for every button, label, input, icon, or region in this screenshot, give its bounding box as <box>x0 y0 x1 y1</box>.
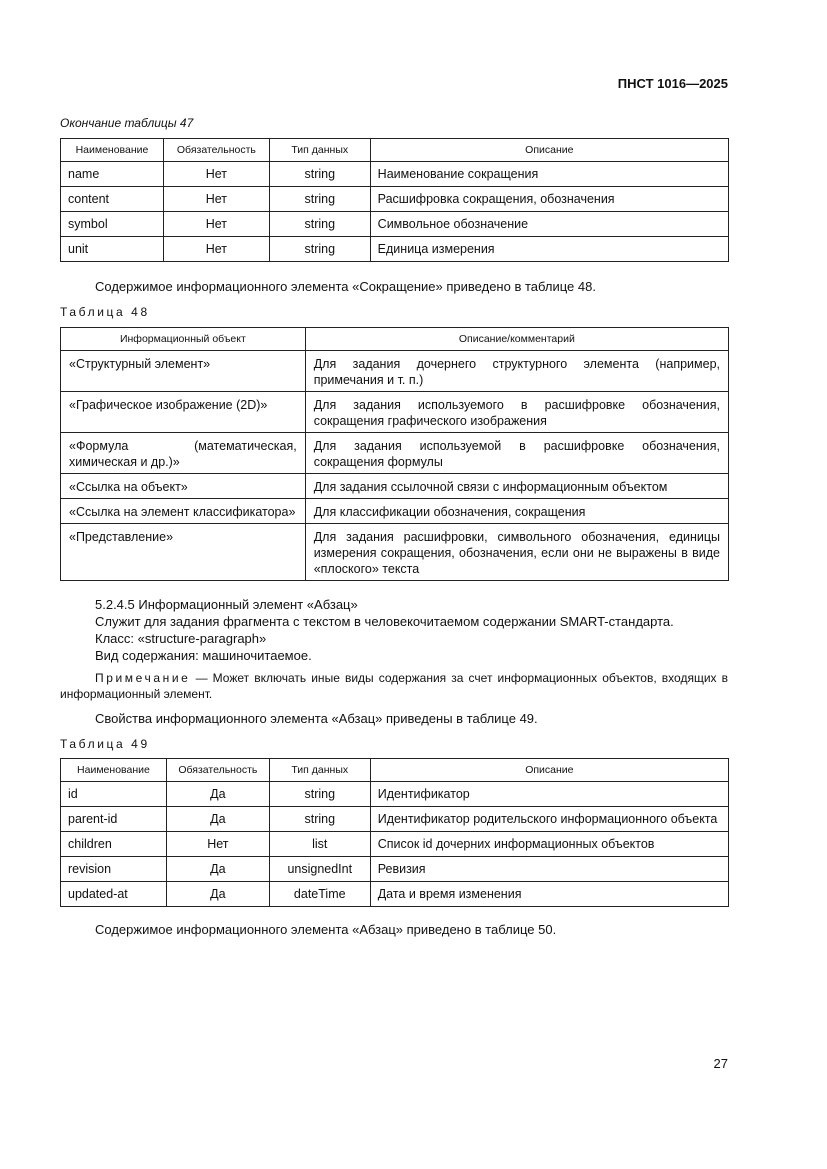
table-row <box>61 857 729 882</box>
table-row <box>61 187 729 212</box>
column-header: Тип данных <box>269 139 370 162</box>
table-cell: string <box>269 162 370 187</box>
paragraph: Свойства информационного элемента «Абзац» приведены в таблице 49. <box>95 711 538 726</box>
table-cell: Единица измерения <box>370 237 728 262</box>
table-cell: Да <box>166 782 269 807</box>
table-row <box>61 832 729 857</box>
column-header: Описание <box>370 759 728 782</box>
table-cell: Да <box>166 882 269 907</box>
table-cell: Список id дочерних информационных объектов <box>370 832 728 857</box>
table-row <box>61 237 729 262</box>
table-header-row <box>61 139 729 162</box>
paragraph: Служит для задания фрагмента с текстом в человекочитаемом содержании SMART-стандарта. <box>95 614 674 629</box>
table-cell: Для классификации обозначения, сокращения <box>305 499 728 524</box>
table-cell: Нет <box>163 187 269 212</box>
table-cell: «Ссылка на объект» <box>61 474 306 499</box>
table-cell: name <box>61 162 164 187</box>
table-cell: Для задания дочернего структурного элемента (например, примечания и т. п.) <box>305 351 728 392</box>
table-cell: string <box>269 237 370 262</box>
table-cell: Расшифровка сокращения, обозначения <box>370 187 728 212</box>
table-49-caption: Таблица 49 <box>60 737 150 751</box>
column-header: Обязательность <box>163 139 269 162</box>
table-cell: content <box>61 187 164 212</box>
table-cell: Для задания используемой в расшифровке обозначения, сокращения формулы <box>305 433 728 474</box>
table-cell: unsignedInt <box>269 857 370 882</box>
table-cell: symbol <box>61 212 164 237</box>
column-header: Описание <box>370 139 728 162</box>
table-48-caption: Таблица 48 <box>60 305 150 319</box>
table-cell: revision <box>61 857 167 882</box>
column-header: Обязательность <box>166 759 269 782</box>
table-cell: dateTime <box>269 882 370 907</box>
table-row <box>61 392 729 433</box>
section-heading: 5.2.4.5 Информационный элемент «Абзац» <box>95 597 358 612</box>
table-cell: «Графическое изображение (2D)» <box>61 392 306 433</box>
table-cell: Идентификатор <box>370 782 728 807</box>
table-row <box>61 433 729 474</box>
table-row <box>61 782 729 807</box>
table-cell: Для задания расшифровки, символьного обозначения, единицы измерения сокращения, обозначения, если они не выражены в виде «плоского» текста <box>305 524 728 581</box>
table-cell: Символьное обозначение <box>370 212 728 237</box>
table-header-row <box>61 328 729 351</box>
table-cell: updated-at <box>61 882 167 907</box>
table-47 <box>60 138 729 262</box>
table-cell: children <box>61 832 167 857</box>
table-cell: Нет <box>163 212 269 237</box>
table-cell: string <box>269 187 370 212</box>
page-number: 27 <box>713 1056 728 1071</box>
table-cell: Да <box>166 807 269 832</box>
table-cell: «Структурный элемент» <box>61 351 306 392</box>
table-cell: Нет <box>163 162 269 187</box>
column-header: Описание/комментарий <box>305 328 728 351</box>
table-row <box>61 212 729 237</box>
table-cell: «Представление» <box>61 524 306 581</box>
column-header: Наименование <box>61 139 164 162</box>
table-cell: Идентификатор родительского информационного объекта <box>370 807 728 832</box>
table-cell: Дата и время изменения <box>370 882 728 907</box>
paragraph: Класс: «structure-paragraph» <box>95 631 267 646</box>
paragraph: Вид содержания: машиночитаемое. <box>95 648 312 663</box>
note-label: Примечание <box>95 671 191 685</box>
table-cell: «Ссылка на элемент классификатора» <box>61 499 306 524</box>
paragraph: Содержимое информационного элемента «Абзац» приведено в таблице 50. <box>95 922 557 937</box>
table-cell: Наименование сокращения <box>370 162 728 187</box>
column-header: Информационный объект <box>61 328 306 351</box>
table-row <box>61 882 729 907</box>
table-row <box>61 474 729 499</box>
table-header-row <box>61 759 729 782</box>
table-cell: «Формула (математическая, химическая и др.)» <box>61 433 306 474</box>
table-cell: Для задания используемого в расшифровке обозначения, сокращения графического изображения <box>305 392 728 433</box>
table-cell: string <box>269 212 370 237</box>
table-row <box>61 499 729 524</box>
table-cell: Да <box>166 857 269 882</box>
column-header: Наименование <box>61 759 167 782</box>
table-row <box>61 162 729 187</box>
table-cell: parent-id <box>61 807 167 832</box>
column-header: Тип данных <box>269 759 370 782</box>
table-cell: id <box>61 782 167 807</box>
table-cell: Нет <box>163 237 269 262</box>
table-cell: Нет <box>166 832 269 857</box>
note <box>60 670 728 702</box>
table-cell: string <box>269 782 370 807</box>
document-code: ПНСТ 1016—2025 <box>617 76 728 91</box>
paragraph: Содержимое информационного элемента «Сокращение» приведено в таблице 48. <box>95 279 596 294</box>
table-row <box>61 351 729 392</box>
table-row <box>61 807 729 832</box>
table-48 <box>60 327 729 581</box>
table-cell: list <box>269 832 370 857</box>
table-cell: string <box>269 807 370 832</box>
note-text: — Может включать иные виды содержания за счет информационных объектов, входящих в информационный элемент. <box>60 671 728 701</box>
table-cell: Для задания ссылочной связи с информационным объектом <box>305 474 728 499</box>
table-49 <box>60 758 729 907</box>
table-cell: unit <box>61 237 164 262</box>
table-cell: Ревизия <box>370 857 728 882</box>
table-row <box>61 524 729 581</box>
table-47-caption: Окончание таблицы 47 <box>60 116 194 130</box>
